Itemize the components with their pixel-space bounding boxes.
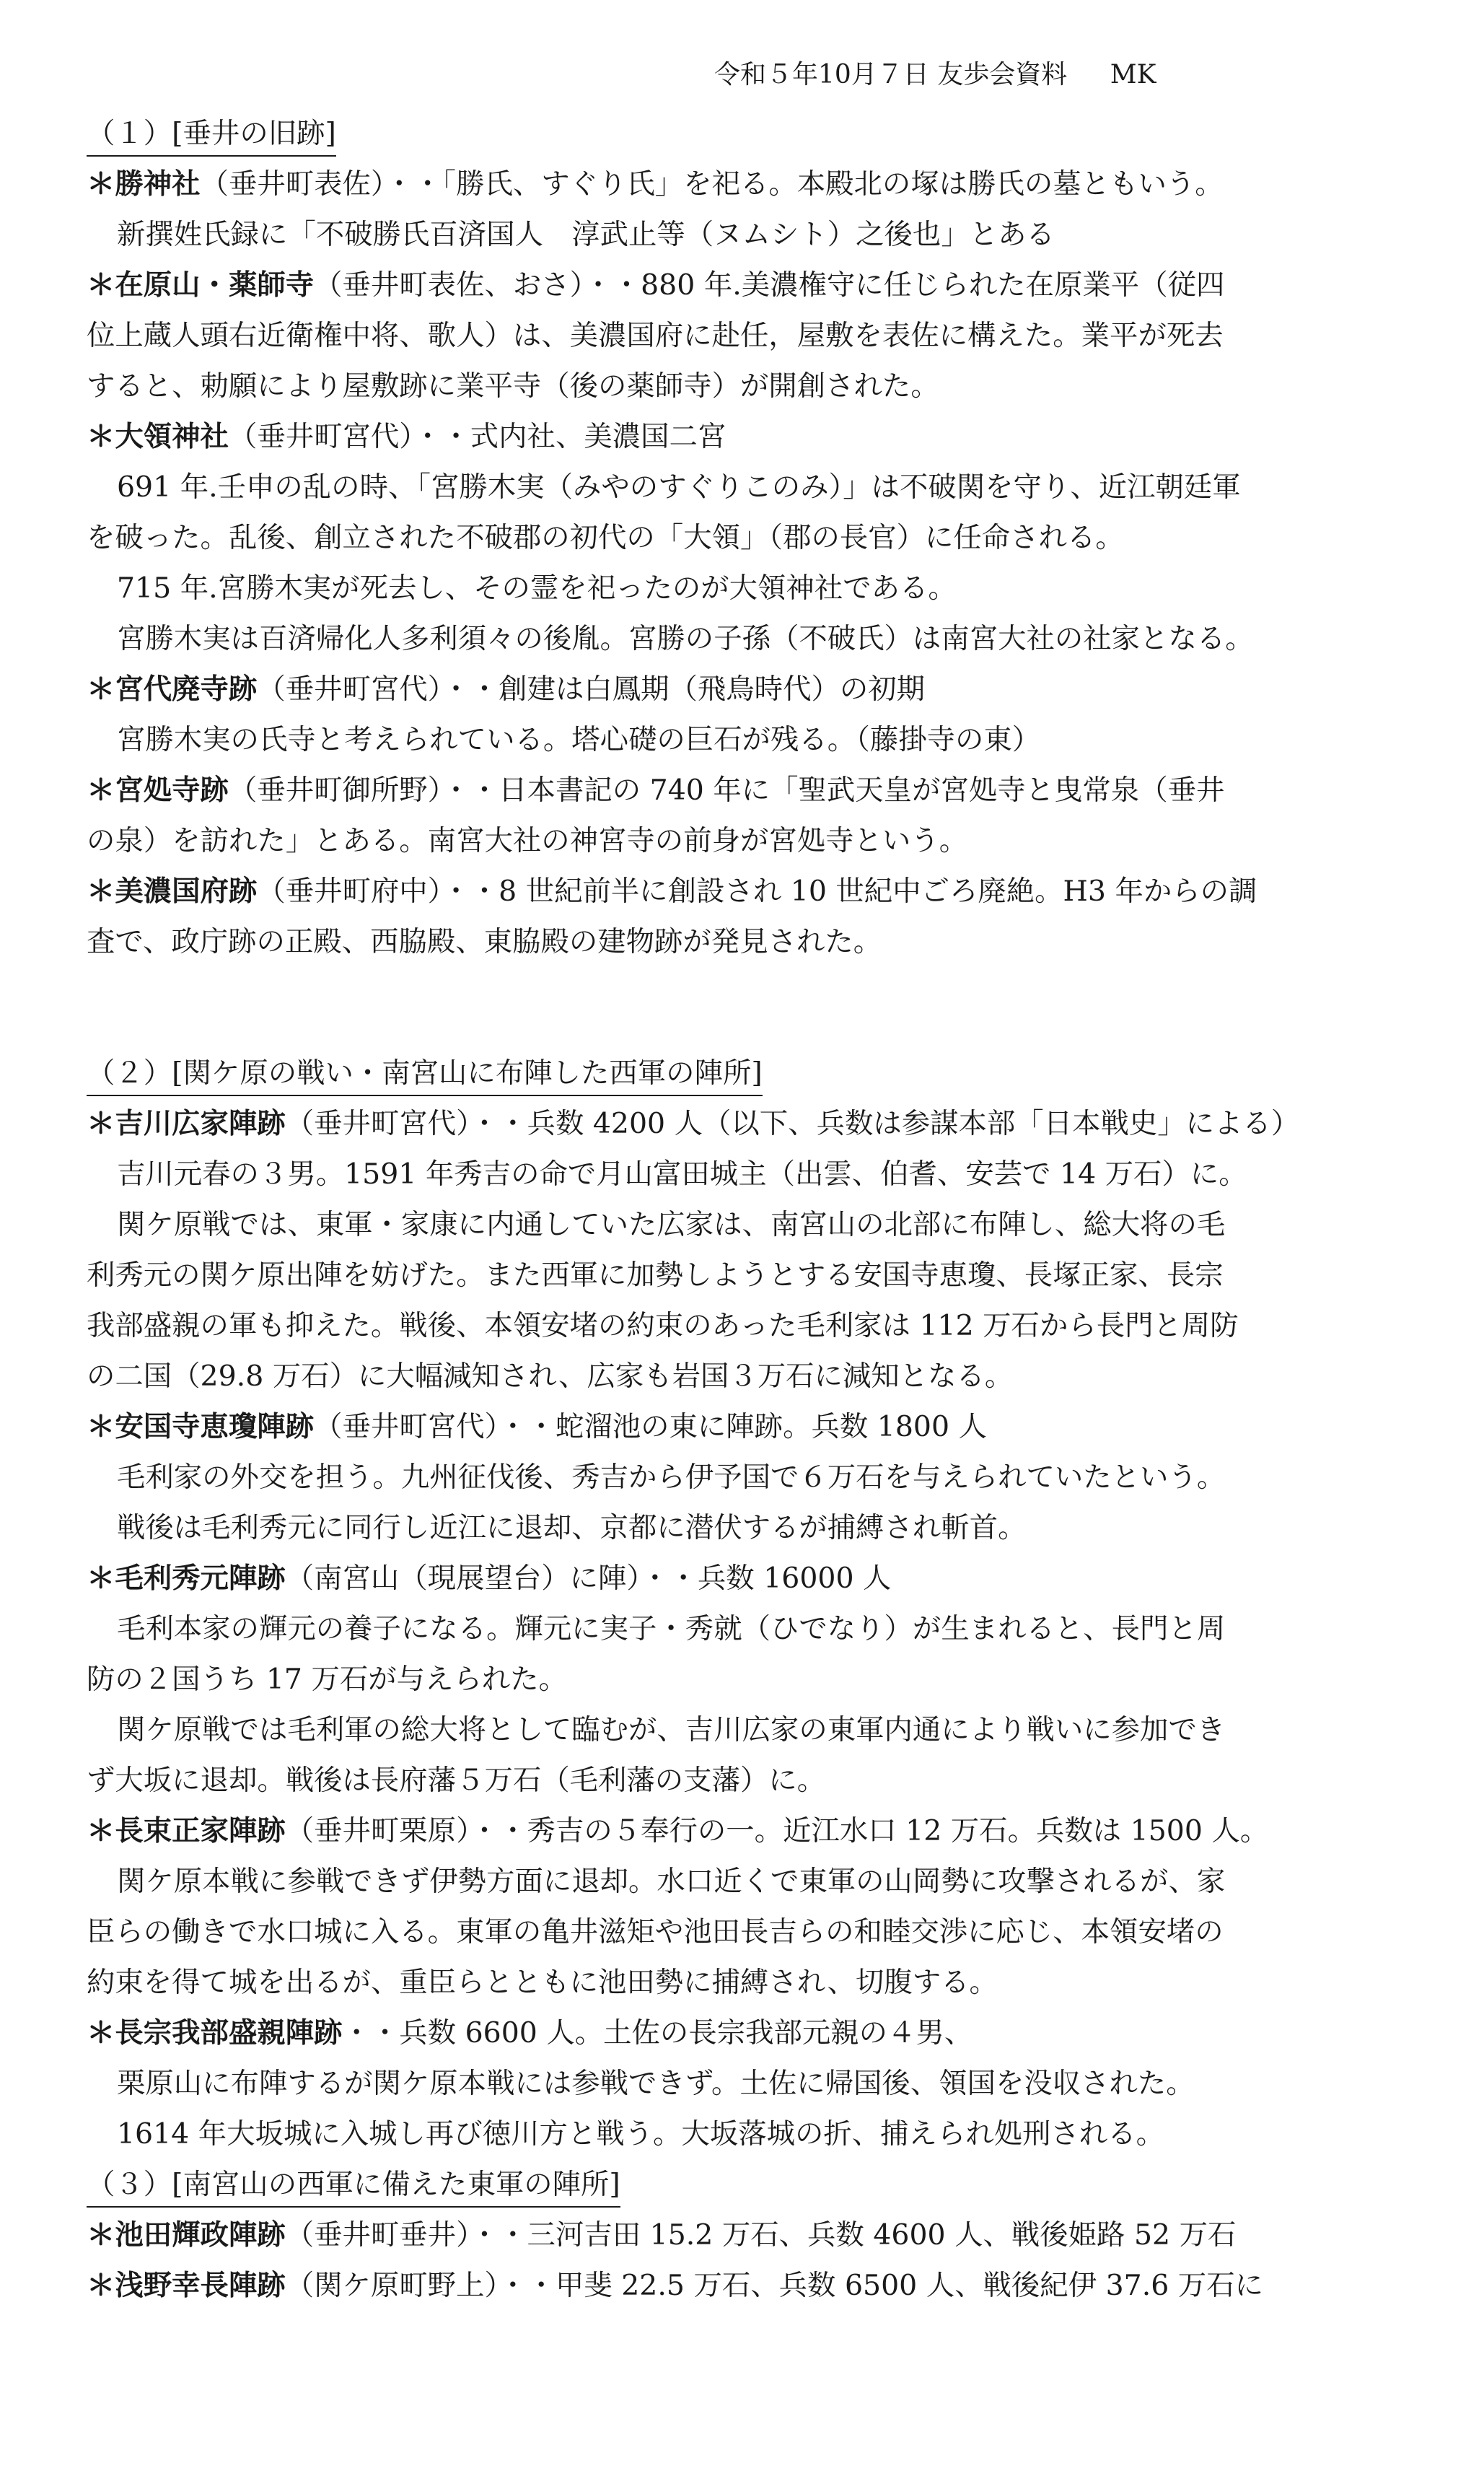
entry-line: 715 年.宮勝木実が死去し、その霊を祀ったのが大領神社である。: [117, 572, 957, 605]
entry-line: 宮勝木実の氏寺と考えられている。塔心礎の巨石が残る。（藤掛寺の東）: [117, 723, 1041, 756]
entry-head: ＊長宗我部盛親陣跡・・兵数 6600 人。土佐の長宗我部元親の４男、: [87, 2016, 973, 2050]
section-heading: （３）[南宮山の西軍に備えた東軍の陣所]: [87, 2159, 1400, 2210]
entry-head: ＊在原山・薬師寺（垂井町表佐、おさ）・・880 年.美濃権守に任じられた在原業平（従四: [87, 268, 1225, 302]
entry-line: 毛利本家の輝元の養子になる。輝元に実子・秀就（ひでなり）が生まれると、長門と周: [117, 1612, 1226, 1645]
entry-line: 我部盛親の軍も抑えた。戦後、本領安堵の約束のあった毛利家は 112 万石から長門と周防: [87, 1309, 1239, 1342]
entry-line: 栗原山に布陣するが関ケ原本戦には参戦できず。土佐に帰国後、領国を没収された。: [117, 2067, 1195, 2100]
entry-line: 関ケ原本戦に参戦できず伊勢方面に退却。水口近くで東軍の山岡勢に攻撃されるが、家: [117, 1865, 1226, 1898]
section-heading: （１）[垂井の旧跡]: [87, 108, 1400, 159]
entry-line: を破った。乱後、創立された不破郡の初代の「大領」（郡の長官）に任命される。: [87, 521, 1124, 554]
header-author: MK: [1110, 60, 1156, 89]
entry-line: 毛利家の外交を担う。九州征伐後、秀吉から伊予国で６万石を与えられていたという。: [117, 1461, 1226, 1494]
document-header: [714, 54, 1156, 91]
entry-head: ＊浅野幸長陣跡（関ケ原町野上）・・甲斐 22.5 万石、兵数 6500 人、戦後紀伊 37.6 万石に: [87, 2269, 1263, 2302]
entry-head: ＊池田輝政陣跡（垂井町垂井）・・三河吉田 15.2 万石、兵数 4600 人、戦後姫路 52 万石: [87, 2218, 1237, 2252]
entry-line: すると、勅願により屋敷跡に業平寺（後の薬師寺）が開創された。: [87, 369, 939, 403]
entry-head: ＊長束正家陣跡（垂井町栗原）・・秀吉の５奉行の一。近江水口 12 万石。兵数は 1500 人。: [87, 1814, 1269, 1847]
entry-line: 約束を得て城を出るが、重臣らとともに池田勢に捕縛され、切腹する。: [87, 1966, 998, 1999]
header-date: 令和５年10月７日: [714, 60, 929, 89]
entry-line: の二国（29.8 万石）に大幅減知され、広家も岩国３万石に減知となる。: [87, 1360, 1014, 1393]
entry-head: ＊勝神社（垂井町表佐）・・「勝氏、すぐり氏」を祀る。本殿北の塚は勝氏の墓ともいう。: [87, 167, 1224, 201]
entry-line: ず大坂に退却。戦後は長府藩５万石（毛利藩の支藩）に。: [87, 1764, 826, 1797]
document-body: [87, 108, 1400, 2311]
entry-line: 1614 年大坂城に入城し再び徳川方と戦う。大坂落城の折、捕えられ処刑される。: [117, 2117, 1165, 2151]
entry-line: 新撰姓氏録に「不破勝氏百済国人 淳武止等（ヌムシト）之後也」とある: [117, 218, 1055, 251]
spacer: [87, 967, 1400, 1018]
section-heading: （２）[関ケ原の戦い・南宮山に布陣した西軍の陣所]: [87, 1048, 1400, 1098]
entry-line: の泉）を訪れた」とある。南宮大社の神宮寺の前身が宮処寺という。: [87, 824, 968, 857]
entry-line: 関ケ原戦では、東軍・家康に内通していた広家は、南宮山の北部に布陣し、総大将の毛: [117, 1208, 1226, 1241]
entry-line: 691 年.壬申の乱の時、「宮勝木実（みやのすぐりこのみ）」は不破関を守り、近江朝廷軍: [117, 471, 1241, 504]
entry-line: 戦後は毛利秀元に同行し近江に退却、京都に潜伏するが捕縛され斬首。: [117, 1511, 1027, 1544]
entry-head: ＊吉川広家陣跡（垂井町宮代）・・兵数 4200 人（以下、兵数は参謀本部「日本戦史」による）: [87, 1107, 1300, 1140]
header-title: 友歩会資料: [937, 60, 1068, 89]
entry-line: 査で、政庁跡の正殿、西脇殿、東脇殿の建物跡が発見された。: [87, 925, 882, 958]
entry-head: ＊宮代廃寺跡（垂井町宮代）・・創建は白鳳期（飛鳥時代）の初期: [87, 673, 926, 706]
entry-line: 関ケ原戦では毛利軍の総大将として臨むが、吉川広家の東軍内通により戦いに参加でき: [117, 1713, 1226, 1746]
entry-line: 吉川元春の３男。1591 年秀吉の命で月山富田城主（出雲、伯耆、安芸で 14 万石）に。: [117, 1158, 1247, 1191]
entry-line: 利秀元の関ケ原出陣を妨げた。また西軍に加勢しようとする安国寺恵瓊、長塚正家、長宗: [87, 1259, 1224, 1292]
spacer: [87, 1018, 1400, 1048]
entry-head: ＊大領神社（垂井町宮代）・・式内社、美濃国二宮: [87, 420, 726, 453]
entry-line: 臣らの働きで水口城に入る。東軍の亀井滋矩や池田長吉らの和睦交渉に応じ、本領安堵の: [87, 1915, 1224, 1948]
entry-line: 宮勝木実は百済帰化人多利須々の後胤。宮勝の子孫（不破氏）は南宮大社の社家となる。: [117, 622, 1254, 655]
entry-head: ＊美濃国府跡（垂井町府中）・・8 世紀前半に創設され 10 世紀中ごろ廃絶。H3 年からの調: [87, 875, 1257, 908]
entry-head: ＊毛利秀元陣跡（南宮山（現展望台）に陣）・・兵数 16000 人: [87, 1562, 892, 1595]
entry-line: 防の２国うち 17 万石が与えられた。: [87, 1663, 568, 1696]
entry-head: ＊宮処寺跡（垂井町御所野）・・日本書記の 740 年に「聖武天皇が宮処寺と曳常泉（垂井: [87, 774, 1225, 807]
entry-line: 位上蔵人頭右近衛権中将、歌人）は、美濃国府に赴任，屋敷を表佐に構えた。業平が死去: [87, 319, 1224, 352]
entry-head: ＊安国寺恵瓊陣跡（垂井町宮代）・・蛇溜池の東に陣跡。兵数 1800 人: [87, 1410, 987, 1443]
